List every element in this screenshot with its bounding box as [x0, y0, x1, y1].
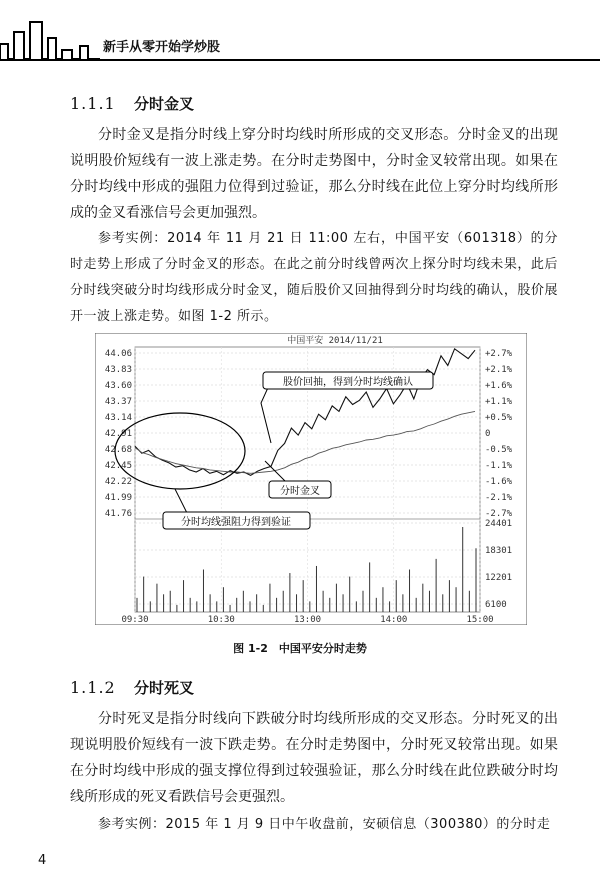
- pct-tick-label: -1.1%: [485, 461, 513, 471]
- paragraph-3: 分时死叉是指分时线向下跌破分时均线所形成的交叉形态。分时死叉的出现说明股价短线有一波下跌走势。在分时走势图中，分时死叉较常出现。如果在分时均线中形成的强支撑位得到过较强验证，那么分时线在此位跌破分时均线所形成的死叉看跌信号会更强烈。: [70, 711, 558, 805]
- pct-tick-label: 0: [485, 429, 491, 439]
- price-tick-label: 42.68: [104, 445, 132, 455]
- pct-tick-label: +2.7%: [485, 349, 513, 359]
- volume-tick-label: 12201: [485, 573, 513, 583]
- time-tick-label: 14:00: [380, 615, 408, 625]
- page-number: 4: [38, 853, 47, 868]
- pct-tick-label: -0.5%: [485, 445, 513, 455]
- book-title: 新手从零开始学炒股: [103, 40, 221, 55]
- volume-tick-label: 18301: [485, 546, 513, 556]
- time-tick-label: 10:30: [207, 615, 235, 625]
- price-tick-label: 41.99: [104, 493, 132, 503]
- callout-golden-cross: 分时金叉: [280, 486, 320, 497]
- price-tick-label: 42.22: [104, 477, 132, 487]
- header-divider: [0, 59, 600, 61]
- figure-caption: 图 1-2 中国平安分时走势: [233, 642, 367, 655]
- page-header: [0, 0, 600, 62]
- price-tick-label: 43.83: [104, 365, 132, 375]
- price-tick-label: 41.76: [104, 509, 132, 519]
- section-title-text: 分时死叉: [134, 679, 195, 697]
- paragraph-4: 参考实例：2015 年 1 月 9 日中午收盘前，安硕信息（300380）的分时走: [98, 817, 551, 832]
- price-tick-label: 43.60: [104, 381, 132, 391]
- price-tick-label: 43.37: [104, 397, 132, 407]
- skyline-logo-icon: [0, 0, 100, 60]
- paragraph-1: 分时金叉是指分时线上穿分时均线时所形成的交叉形态。分时金叉的出现说明股价短线有一波上涨走势。在分时走势图中，分时金叉较常出现。如果在分时均线中形成的强阻力位得到过验证，那么分时线在此位上穿分时均线所形成的金叉看涨信号会更加强烈。: [70, 127, 558, 221]
- section-number: 1.1.2: [70, 678, 116, 697]
- time-tick-label: 15:00: [466, 615, 494, 625]
- volume-tick-label: 6100: [485, 600, 507, 610]
- pct-tick-label: +1.6%: [485, 381, 513, 391]
- pct-tick-label: +0.5%: [485, 413, 513, 423]
- intraday-chart: [95, 333, 527, 625]
- time-tick-label: 13:00: [293, 615, 322, 625]
- callout-pullback: 股价回抽，得到分时均线确认: [283, 377, 413, 388]
- price-tick-label: 43.14: [104, 413, 132, 423]
- section-heading-2: [70, 677, 194, 698]
- pct-tick-label: -1.6%: [485, 477, 513, 487]
- price-tick-label: 42.45: [104, 461, 132, 471]
- price-tick-label: 42.91: [104, 429, 132, 439]
- chart-title: 中国平安 2014/11/21: [287, 336, 383, 346]
- pct-tick-label: -2.1%: [485, 493, 513, 503]
- callout-resistance: 分时均线强阻力得到验证: [181, 517, 291, 528]
- price-tick-label: 44.06: [104, 349, 132, 359]
- time-tick-label: 09:30: [121, 615, 149, 625]
- section-number: 1.1.1: [70, 94, 116, 113]
- section-heading-1: [70, 93, 194, 114]
- pct-tick-label: +2.1%: [485, 365, 513, 375]
- volume-tick-label: 24401: [485, 519, 513, 529]
- section-title-text: 分时金叉: [134, 95, 195, 113]
- paragraph-2: 参考实例：2014 年 11 月 21 日 11:00 左右，中国平安（601318）的分时走势上形成了分时金叉的形态。在此之前分时线曾两次上探分时均线未果，此后分时线突破分时均线形成分时金叉，随后股价又回抽得到分时均线的确认，股价展开一波上涨走势。如图 1-2 所示。: [70, 231, 558, 324]
- pct-tick-label: -2.7%: [485, 509, 513, 519]
- pct-tick-label: +1.1%: [485, 397, 513, 407]
